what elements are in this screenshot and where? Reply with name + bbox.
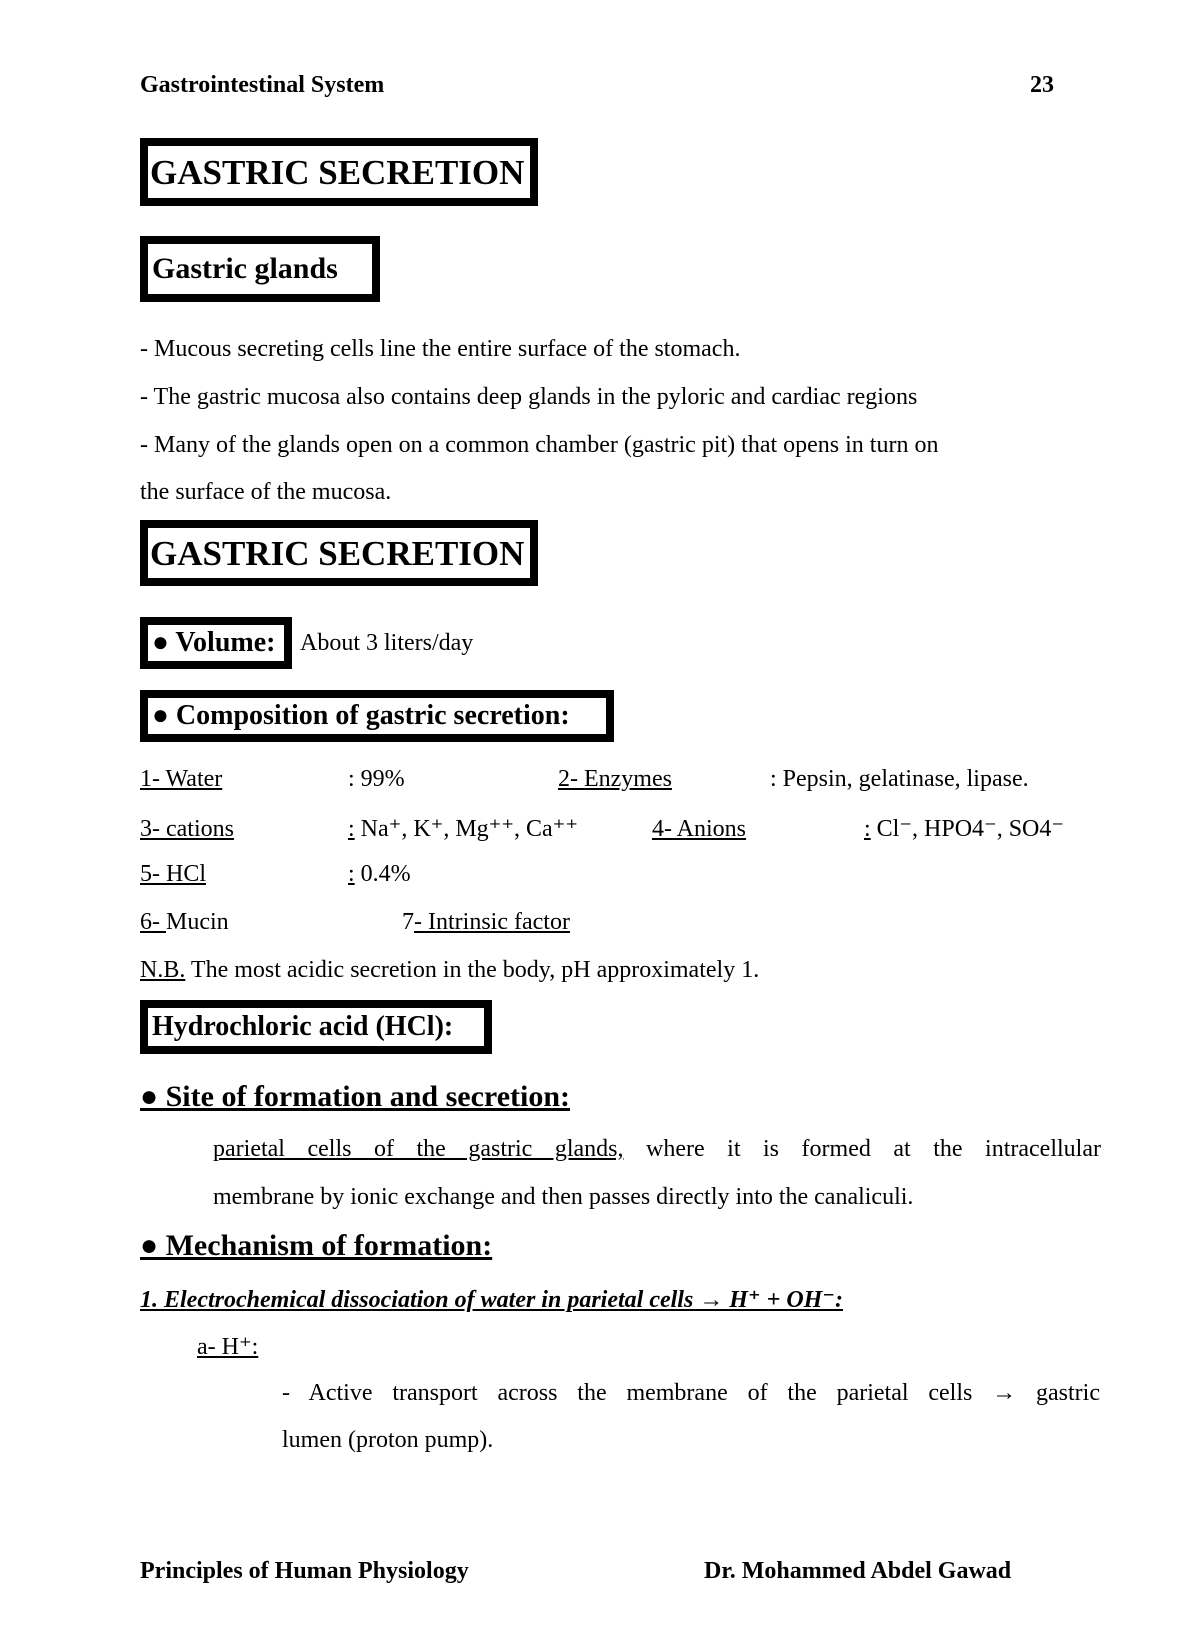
composition-enzymes: [558, 766, 1029, 793]
cations-value: Na⁺, K⁺, Mg⁺⁺, Ca⁺⁺: [354, 816, 578, 842]
footer-author: Dr. Mohammed Abdel Gawad: [704, 1558, 1012, 1584]
mucin-prefix: 6-: [140, 909, 166, 935]
glands-line-2: - The gastric mucosa also contains deep glands in the pyloric and cardiac regions: [140, 384, 918, 410]
water-value: : 99%: [348, 766, 405, 792]
enzymes-value: : Pepsin, gelatinase, lipase.: [770, 766, 1029, 792]
glands-line-4: the surface of the mucosa.: [140, 479, 392, 505]
glands-line-3: - Many of the glands open on a common chamber (gastric pit) that opens in turn on: [140, 432, 939, 458]
section-title-gastric-glands: Gastric glands: [140, 236, 380, 302]
water-label: 1- Water: [140, 766, 223, 792]
volume-value: About 3 liters/day: [300, 630, 474, 656]
site-rest: where it is formed at the intracellular: [623, 1136, 1101, 1162]
page-number: 23: [1030, 72, 1054, 98]
hcl-value: 0.4%: [354, 861, 411, 887]
composition-hcl: [140, 861, 411, 888]
mucin-value: Mucin: [166, 909, 229, 935]
running-header-title: Gastrointestinal System: [140, 72, 385, 98]
anions-value: Cl⁻, HPO4⁻, SO4⁻: [870, 816, 1065, 842]
site-line-2: membrane by ionic exchange and then passes directly into the canaliculi.: [213, 1184, 914, 1210]
nb-note: [140, 957, 759, 984]
section-title-hcl: Hydrochloric acid (HCl):: [140, 1000, 492, 1054]
cations-colon: :: [348, 816, 355, 842]
mechanism-heading: ● Mechanism of formation:: [140, 1229, 493, 1262]
intrinsic-value: - Intrinsic factor: [414, 909, 570, 935]
anions-colon: :: [864, 816, 871, 842]
composition-water: [140, 766, 405, 793]
site-of-formation-heading: ● Site of formation and secretion:: [140, 1080, 571, 1113]
intrinsic-prefix: 7: [402, 909, 414, 935]
active-transport-line-2: lumen (proton pump).: [282, 1427, 494, 1453]
hcl-label: 5- HCl: [140, 861, 206, 887]
site-line-1: [213, 1136, 1101, 1163]
glands-line-1: - Mucous secreting cells line the entire surface of the stomach.: [140, 336, 741, 362]
composition-anions: [652, 814, 1064, 843]
nb-label: N.B.: [140, 957, 186, 983]
composition-intrinsic-factor: [402, 909, 570, 936]
cations-label: 3- cations: [140, 816, 234, 842]
h-plus-label: a- H⁺:: [197, 1334, 259, 1360]
site-underlined: parietal cells of the gastric glands,: [213, 1136, 624, 1162]
active-transport-line-1: - Active transport across the membrane of the parietal cells → gastric: [282, 1380, 1100, 1406]
section-title-gastric-secretion-2: GASTRIC SECRETION: [140, 520, 538, 586]
composition-label: ● Composition of gastric secretion:: [140, 690, 614, 742]
hcl-colon: :: [348, 861, 355, 887]
nb-text: The most acidic secretion in the body, pH approximately 1.: [185, 957, 760, 983]
volume-label: ● Volume:: [140, 617, 292, 669]
section-title-gastric-secretion-1: GASTRIC SECRETION: [140, 138, 538, 206]
composition-mucin: [140, 909, 229, 936]
mechanism-subheading: 1. Electrochemical dissociation of water in parietal cells → H⁺ + OH⁻:: [140, 1287, 843, 1313]
composition-cations: [140, 814, 578, 843]
anions-label: 4- Anions: [652, 816, 747, 842]
footer-book-title: Principles of Human Physiology: [140, 1558, 469, 1584]
enzymes-label: 2- Enzymes: [558, 766, 672, 792]
